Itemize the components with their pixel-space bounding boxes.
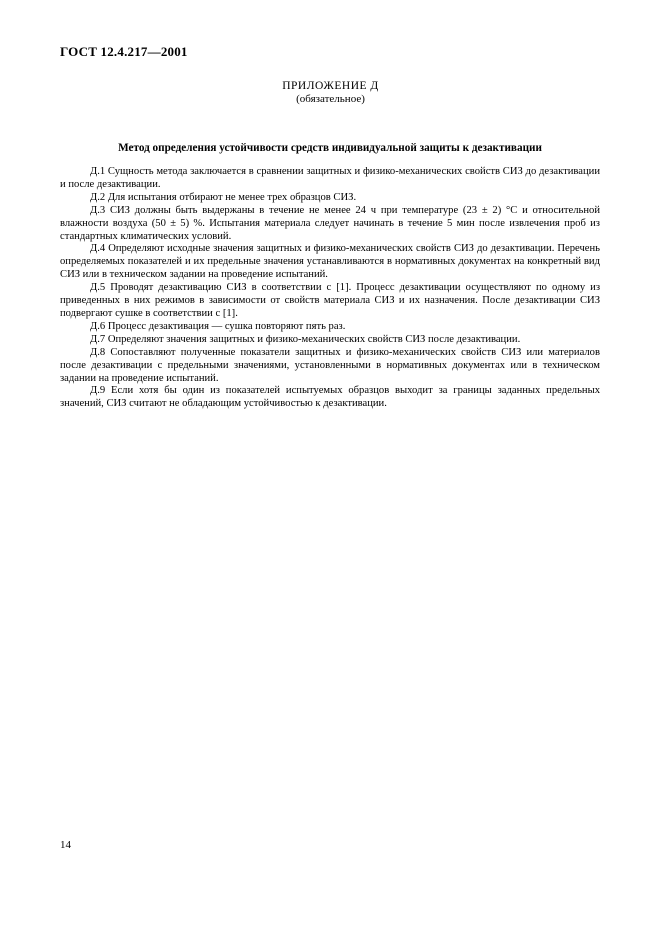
body-text xyxy=(60,166,600,411)
paragraph-d3: Д.3 СИЗ должны быть выдержаны в течение не менее 24 ч при температуре (23 ± 2) °С и относительной влажности воздуха (50 ± 5) %. Испытания материала следует начинать в течение 5 мин после извлечения проб из стандартных климатических условий. xyxy=(60,204,600,242)
paragraph-d2: Д.2 Для испытания отбирают не менее трех образцов СИЗ. xyxy=(90,191,357,203)
paragraph-d6: Д.6 Процесс дезактивация — сушка повторяют пять раз. xyxy=(90,320,346,332)
appendix-title: ПРИЛОЖЕНИЕ Д xyxy=(282,80,379,92)
page-number: 14 xyxy=(60,839,71,851)
paragraph-d1: Д.1 Сущность метода заключается в сравнении защитных и физико-механических свойств СИЗ до дезактивации и после дезактивации. xyxy=(60,166,600,190)
standard-code-header: ГОСТ 12.4.217—2001 xyxy=(60,44,188,59)
paragraph-d7: Д.7 Определяют значения защитных и физико-механических свойств СИЗ после дезактивации. xyxy=(90,333,521,345)
paragraph-d4: Д.4 Определяют исходные значения защитных и физико-механических свойств СИЗ до дезактивации. Перечень определяемых показателей и их предельные значения устанавливаются в нормативных документах на конкретный вид СИЗ или в техническом задании на проведение испытаний. xyxy=(60,243,600,281)
paragraph-d8: Д.8 Сопоставляют полученные показатели защитных и физико-механических свойств СИЗ или материалов после дезактивации с предельными значениями, установленными в нормативных документах или в техническом задании на проведение испытаний. xyxy=(60,346,600,384)
appendix-status: (обязательное) xyxy=(296,93,365,105)
paragraph-d9: Д.9 Если хотя бы один из показателей испытуемых образцов выходит за границы заданных предельных значений, СИЗ считают не обладающим устойчивостью к дезактивации. xyxy=(60,385,600,410)
method-heading: Метод определения устойчивости средств индивидуальной защиты к дезактивации xyxy=(118,142,542,154)
paragraph-d5: Д.5 Проводят дезактивацию СИЗ в соответствии с [1]. Процесс дезактивации осуществляют по одному из приведенных в них режимов в зависимости от свойств материала СИЗ и их назначения. После дезактивации СИЗ подвергают сушке в соответствии с [1]. xyxy=(60,282,600,319)
